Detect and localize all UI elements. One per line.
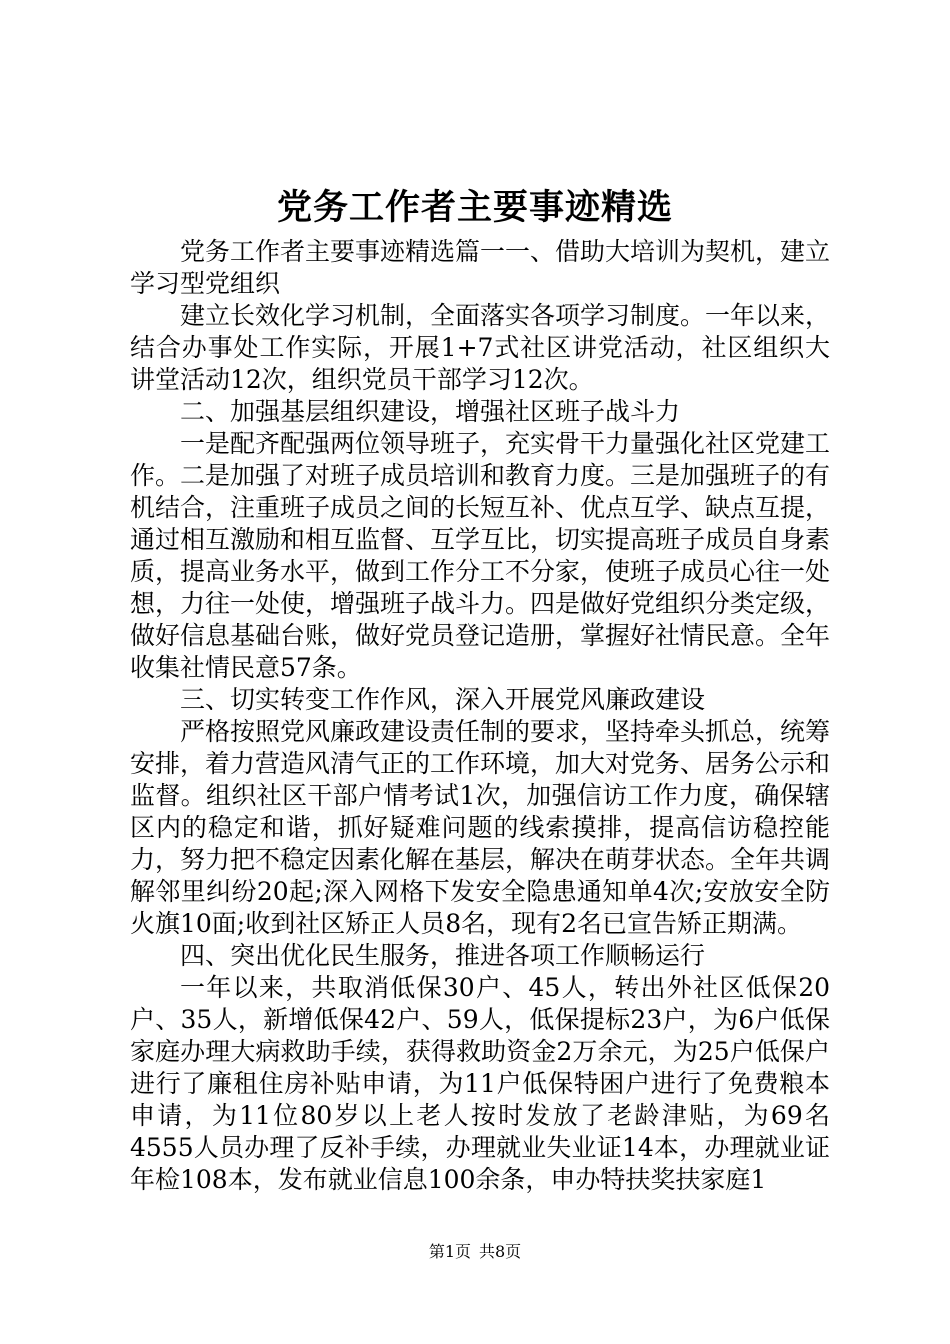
document-title: 党务工作者主要事迹精选 <box>276 187 673 228</box>
paragraph: 一是配齐配强两位领导班子，充实骨干力量强化社区党建工作。二是加强了对班子成员培训和教育力度。三是加强班子的有机结合，注重班子成员之间的长短互补、优点互学、缺点互提，通过相互激励和相互监督、互学互比，切实提高班子成员自身素质，提高业务水平，做到工作分工不分家，使班子成员心往一处想，力往一处使，增强班子战斗力。四是做好党组织分类定级，做好信息基础台账，做好党员登记造册，掌握好社情民意。全年收集社情民意57条。 <box>130 429 831 682</box>
section-heading: 四、突出优化民生服务，推进各项工作顺畅运行 <box>180 941 706 970</box>
paragraph: 一年以来，共取消低保30户、45人，转出外社区低保20户、35人，新增低保42户、59人，低保提标23户，为6户低保家庭办理大病救助手续，获得救助资金2万余元，为25户低保户进行了廉租住房补贴申请，为11户低保特困户进行了免费粮本申请，为11位80岁以上老人按时发放了老龄津贴，为69名4555人员办理了反补手续，办理就业失业证14本，办理就业证年检108本，发布就业信息100余条，申办特扶奖扶家庭1 <box>130 973 830 1194</box>
page-total: 共8页 <box>479 1242 522 1261</box>
section-heading: 三、切实转变工作作风，深入开展党风廉政建设 <box>180 685 706 714</box>
document-body <box>130 236 830 1196</box>
paragraph: 严格按照党风廉政建设责任制的要求，坚持牵头抓总，统筹安排，着力营造风清气正的工作环境，加大对党务、居务公示和监督。组织社区干部户情考试1次，加强信访工作力度，确保辖区内的稳定和谐，抓好疑难问题的线索摸排，提高信访稳控能力，努力把不稳定因素化解在基层，解决在萌芽状态。全年共调解邻里纠纷20起;深入网格下发安全隐患通知单4次;安放安全防火旗10面;收到社区矫正人员8名，现有2名已宣告矫正期满。 <box>130 717 831 938</box>
paragraph: 党务工作者主要事迹精选篇一一、借助大培训为契机，建立学习型党组织 <box>130 237 831 298</box>
page-number: 第1页 <box>428 1242 471 1261</box>
section-heading: 二、加强基层组织建设，增强社区班子战斗力 <box>180 397 681 426</box>
paragraph: 建立长效化学习机制，全面落实各项学习制度。一年以来，结合办事处工作实际，开展1+7式社区讲党活动，社区组织大讲堂活动12次，组织党员干部学习12次。 <box>130 301 831 394</box>
page-footer <box>0 1240 950 1264</box>
